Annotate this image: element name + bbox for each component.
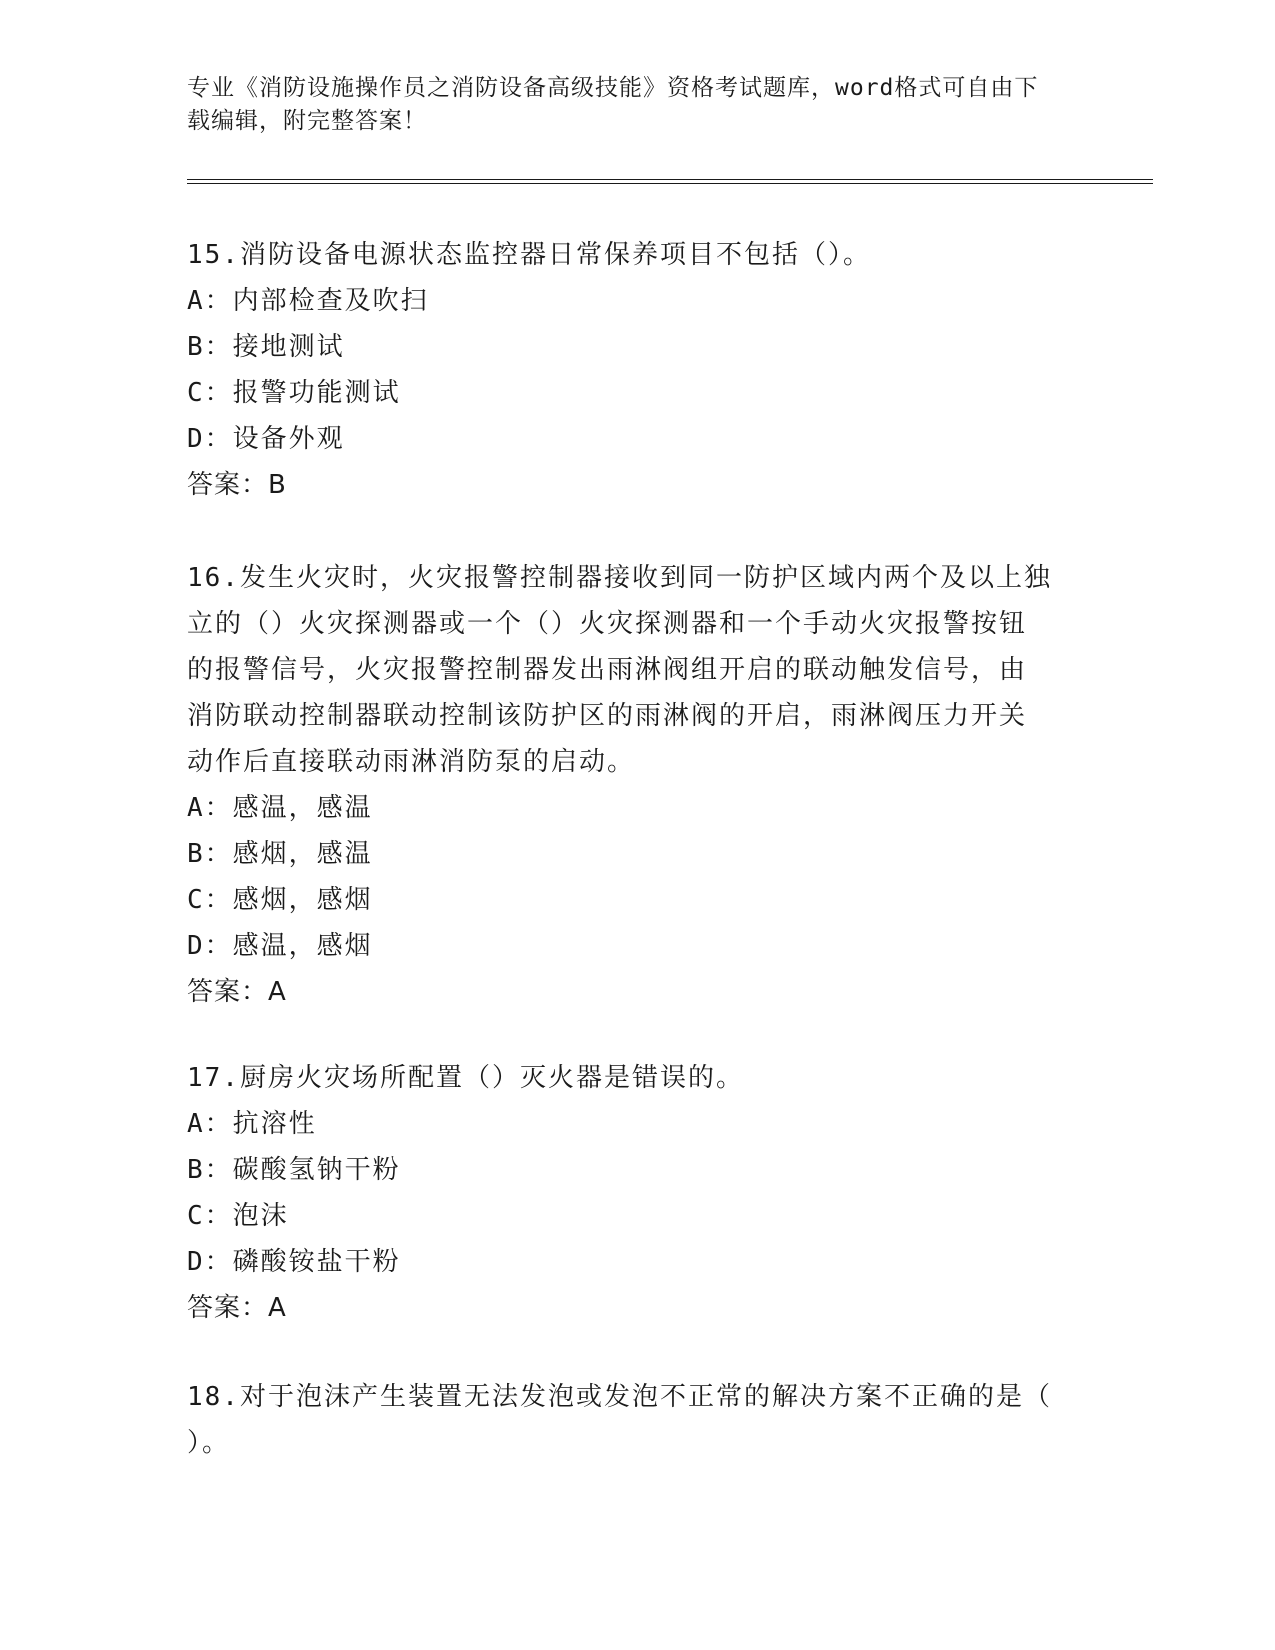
option-c: C：泡沫 (187, 1201, 289, 1231)
option-c: C：报警功能测试 (187, 378, 401, 408)
question-stem-line-5: 动作后直接联动雨淋消防泵的启动。 (187, 747, 636, 777)
option-a: A：抗溶性 (187, 1109, 317, 1139)
header-line-2: 载编辑，附完整答案！ (187, 108, 427, 134)
question-stem: 15.消防设备电源状态监控器日常保养项目不包括（）。 (187, 240, 871, 270)
question-stem-line-2: ）。 (187, 1428, 231, 1458)
question-15 (187, 232, 1087, 508)
question-stem-line-1: 16.发生火灾时，火灾报警控制器接收到同一防护区域内两个及以上独 (187, 563, 1052, 593)
header-divider-top (187, 179, 1153, 180)
option-b: B：感烟，感温 (187, 839, 373, 869)
answer: 答案：B (187, 470, 287, 500)
question-stem-line-1: 18.对于泡沫产生装置无法发泡或发泡不正常的解决方案不正确的是（ (187, 1382, 1052, 1412)
option-d: D：磷酸铵盐干粉 (187, 1247, 401, 1277)
option-d: D：感温，感烟 (187, 931, 373, 961)
header-divider-bottom (187, 183, 1153, 184)
option-a: A：内部检查及吹扫 (187, 286, 429, 316)
question-stem-line-2: 立的（）火灾探测器或一个（）火灾探测器和一个手动火灾报警按钮 (187, 609, 1028, 639)
question-18 (187, 1374, 1087, 1466)
document-header (187, 72, 1067, 138)
option-c: C：感烟，感烟 (187, 885, 373, 915)
question-stem: 17.厨房火灾场所配置（）灭火器是错误的。 (187, 1063, 744, 1093)
answer: 答案：A (187, 1293, 287, 1323)
option-a: A：感温，感温 (187, 793, 373, 823)
header-line-1: 专业《消防设施操作员之消防设备高级技能》资格考试题库，word格式可自由下 (187, 75, 1039, 101)
question-17 (187, 1055, 1087, 1331)
option-d: D：设备外观 (187, 424, 345, 454)
question-stem-line-4: 消防联动控制器联动控制该防护区的雨淋阀的开启，雨淋阀压力开关 (187, 701, 1028, 731)
option-b: B：接地测试 (187, 332, 345, 362)
question-16 (187, 555, 1087, 1015)
option-b: B：碳酸氢钠干粉 (187, 1155, 401, 1185)
question-stem-line-3: 的报警信号，火灾报警控制器发出雨淋阀组开启的联动触发信号，由 (187, 655, 1028, 685)
answer: 答案：A (187, 977, 287, 1007)
